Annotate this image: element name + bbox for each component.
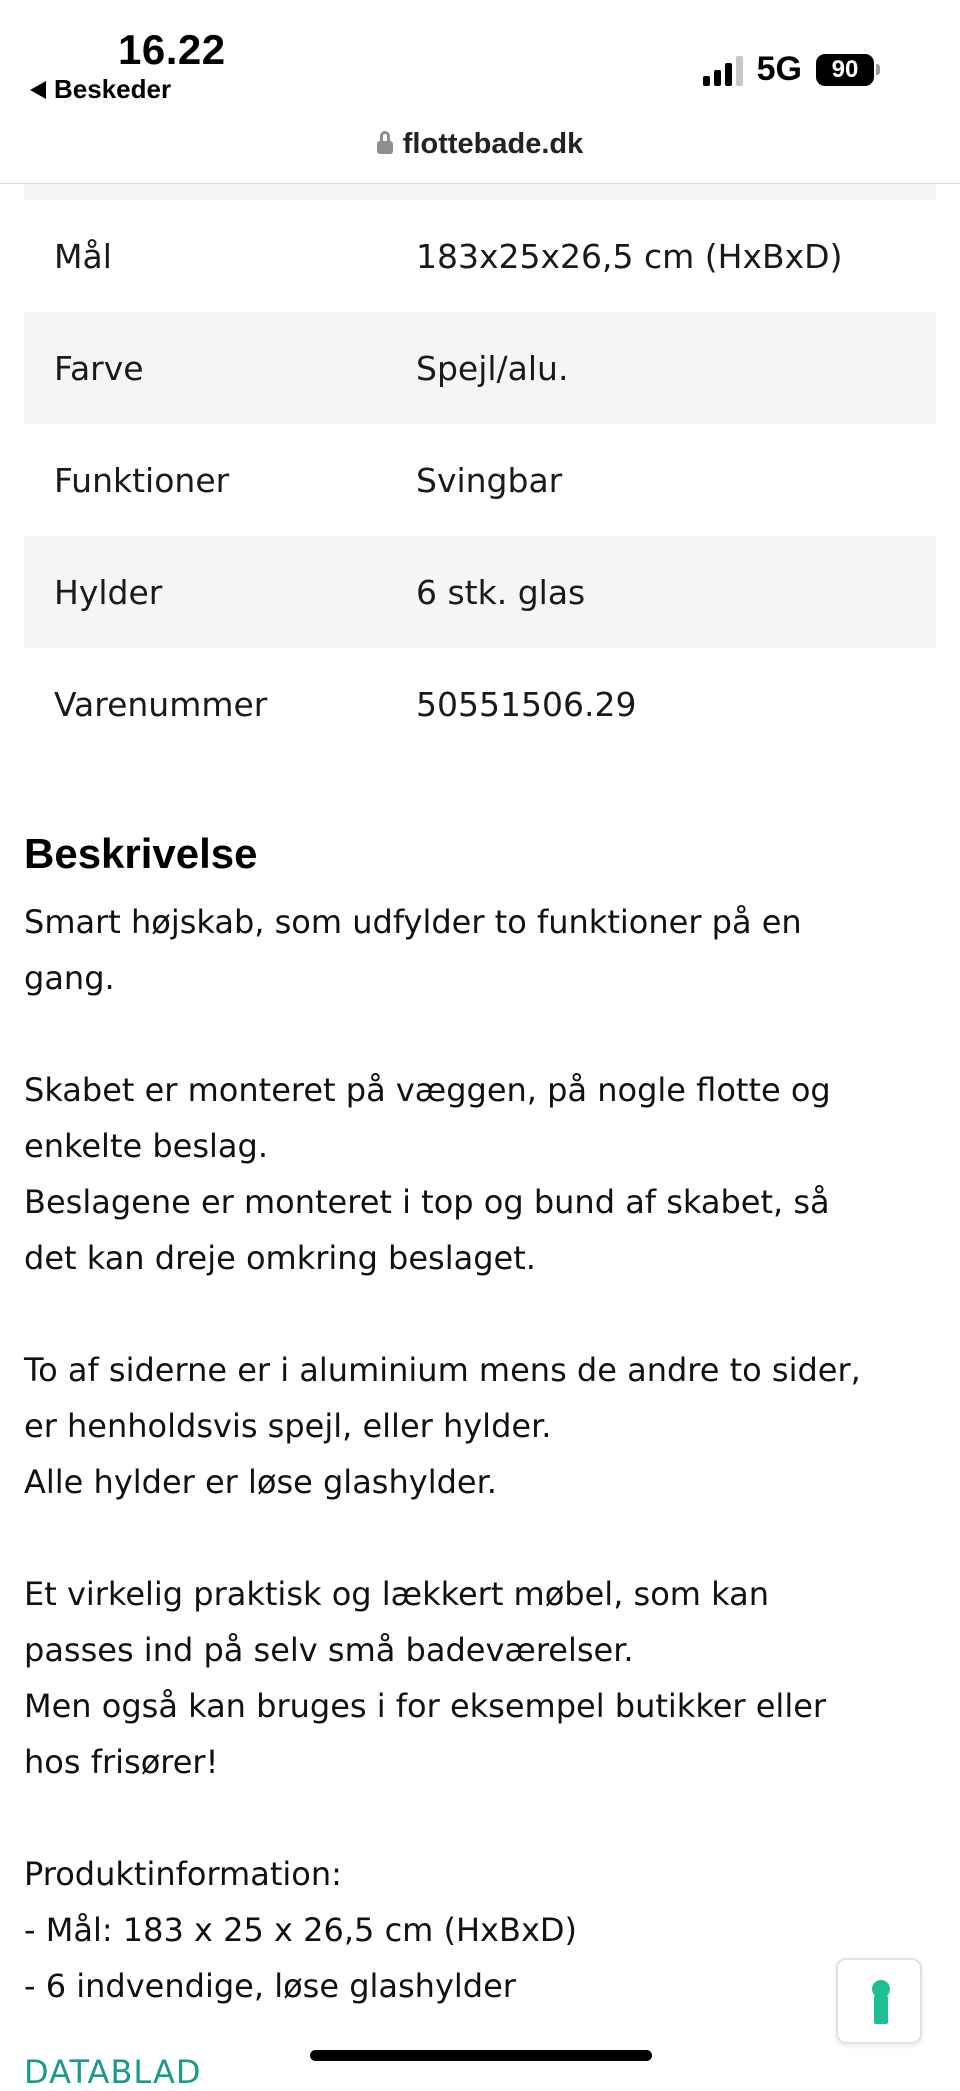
back-label: Beskeder	[54, 74, 172, 104]
description-line: hos frisører!	[24, 1743, 219, 1781]
battery-level: 90	[816, 54, 874, 86]
description-line: gang.	[24, 959, 115, 997]
description-spacer	[24, 1286, 936, 1342]
spec-value: Spejl/alu.	[416, 348, 569, 388]
spec-value: 50551506.29	[416, 684, 637, 724]
spec-row-partial	[24, 184, 936, 200]
description-line: Beslagene er monteret i top og bund af skabet, så	[24, 1183, 830, 1221]
description-section	[24, 828, 936, 2014]
description-line: - Mål: 183 x 25 x 26,5 cm (HxBxD)	[24, 1911, 577, 1949]
spec-label: Farve	[54, 348, 144, 388]
spec-row	[24, 536, 936, 648]
description-line: Produktinformation:	[24, 1855, 342, 1893]
status-bar	[0, 0, 960, 148]
status-time: 16.22	[118, 26, 226, 73]
url-text: flottebade.dk	[402, 128, 584, 160]
description-line: det kan dreje omkring beslaget.	[24, 1239, 536, 1277]
back-arrow-icon	[30, 81, 46, 99]
datablad-link[interactable]: DATABLAD	[24, 2053, 202, 2091]
description-line: Alle hylder er løse glashylder.	[24, 1463, 497, 1501]
network-type: 5G	[756, 50, 802, 88]
spec-label: Varenummer	[54, 684, 268, 724]
spec-value: Svingbar	[416, 460, 563, 500]
spec-row	[24, 312, 936, 424]
description-line: Skabet er monteret på væggen, på nogle flotte og	[24, 1071, 831, 1109]
spec-label: Mål	[54, 236, 112, 276]
back-to-messages-button[interactable]	[30, 74, 171, 105]
spec-label: Funktioner	[54, 460, 230, 500]
description-spacer	[24, 1006, 936, 1062]
battery-icon	[816, 54, 880, 86]
description-line: Smart højskab, som udfylder to funktioner på en	[24, 903, 802, 941]
cellular-signal-icon	[703, 54, 743, 86]
description-line: To af siderne er i aluminium mens de andre to sider,	[24, 1351, 861, 1389]
spec-label: Hylder	[54, 572, 163, 612]
lock-icon	[377, 137, 393, 157]
description-line: Et virkelig praktisk og lækkert møbel, som kan	[24, 1575, 769, 1613]
accessibility-help-button[interactable]	[836, 1958, 922, 2044]
spec-value: 6 stk. glas	[416, 572, 586, 612]
spec-row	[24, 200, 936, 312]
description-title: Beskrivelse	[24, 830, 258, 877]
description-spacer	[24, 1510, 936, 1566]
description-line: enkelte beslag.	[24, 1127, 268, 1165]
status-indicators	[703, 50, 880, 89]
description-line: er henholdsvis spejl, eller hylder.	[24, 1407, 552, 1445]
description-line: - 6 indvendige, løse glashylder	[24, 1967, 516, 2005]
home-indicator[interactable]	[310, 2050, 652, 2061]
spec-row	[24, 424, 936, 536]
description-spacer	[24, 1790, 936, 1846]
address-bar[interactable]	[0, 128, 960, 161]
description-body	[24, 894, 936, 2014]
spec-row	[24, 648, 936, 760]
spec-table	[24, 184, 936, 760]
description-line: passes ind på selv små badeværelser.	[24, 1631, 634, 1669]
spec-value: 183x25x26,5 cm (HxBxD)	[416, 236, 843, 276]
description-line: Men også kan bruges i for eksempel butikker eller	[24, 1687, 827, 1725]
